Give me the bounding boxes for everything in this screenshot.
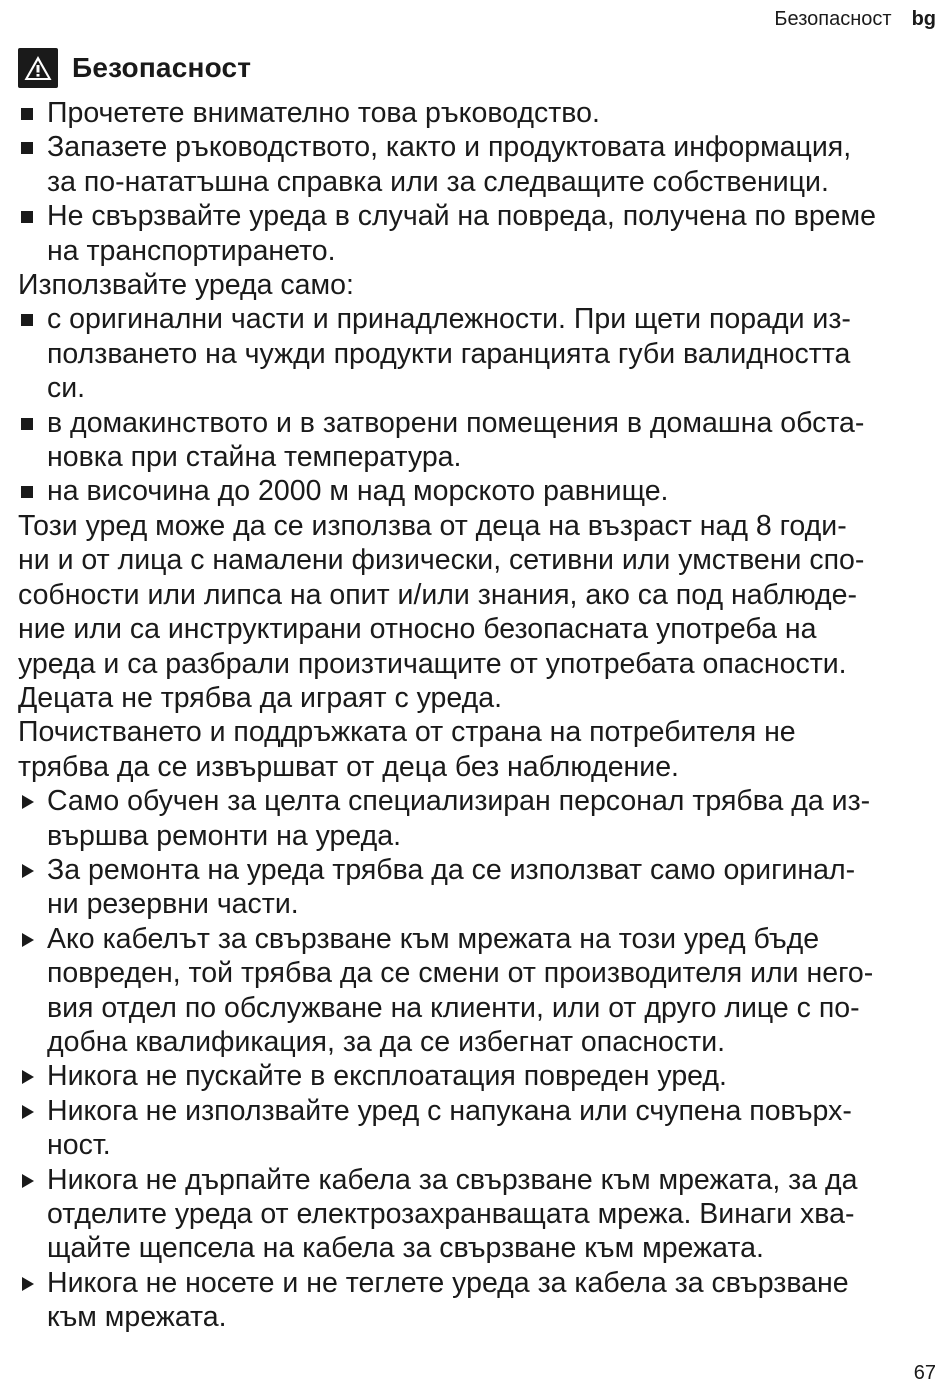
text-line: отделите уреда от електрозахранващата мрежа. Винаги хва- [47,1198,855,1230]
text-line: уреда и са разбрали произтичащите от употребата опасности. [18,647,847,680]
text-line: ни и от лица с намалени физически, сетивни или умствени спо- [18,544,865,577]
section-title [18,48,251,88]
arrow-bullet-icon [18,853,38,887]
text-line: ни резервни части. [47,888,299,921]
running-header-section: Безопасност [774,8,892,30]
running-header [774,6,936,32]
text-line: добна квалификация, за да се избегнат опасности. [47,1025,726,1058]
square-bullet-icon [18,406,38,440]
text-line: Запазете ръководството, както и продуктовата информация, [47,131,852,164]
item-text [47,1094,938,1163]
square-bullet-icon [18,199,38,233]
text-line: за по-нататъшна справка или за следващите собственици. [47,165,829,198]
item-text [47,1163,938,1266]
text-line: трябва да се извършват от деца без наблюдение. [18,750,679,783]
instruction-item [18,922,938,1060]
bullet-item [18,302,938,405]
text-line: новка при стайна температура. [47,441,462,474]
item-text [47,130,938,199]
safety-content [18,96,938,1335]
item-text [47,1059,938,1093]
text-line: на височина до 2000 м над морското равнище. [47,475,669,508]
arrow-bullet-icon [18,784,38,818]
arrow-bullet-icon [18,1163,38,1197]
item-text [47,302,938,405]
text-line: към мрежата. [47,1301,227,1334]
arrow-bullet-icon [18,1266,38,1300]
paragraph [18,268,938,302]
text-line: Използвайте уреда само: [18,269,354,302]
text-line: си. [47,372,86,405]
item-text [47,96,938,130]
text-line: вия отдел по обслужване на клиенти, или от друго лице с по- [47,991,860,1024]
arrow-bullet-icon [18,922,38,956]
item-text [47,1266,938,1335]
bullet-item [18,474,938,508]
instruction-item [18,784,938,853]
text-line: ност. [47,1129,111,1162]
text-line: Почистването и поддръжката от страна на потребителя не [18,716,796,749]
paragraph [18,509,938,715]
instruction-item [18,1266,938,1335]
warning-icon [18,48,58,88]
bullet-item [18,130,938,199]
text-line: вършва ремонти на уреда. [47,819,401,852]
text-line: с оригинални части и принадлежности. При щети поради из- [47,303,851,336]
item-text [47,474,938,508]
text-line: Никога не пускайте в експлоатация повреден уред. [47,1060,727,1093]
square-bullet-icon [18,130,38,164]
text-line: собности или липса на опит и/или знания, ако са под наблюде- [18,578,857,611]
instruction-item [18,1163,938,1266]
text-line: Само обучен за целта специализиран персонал трябва да из- [47,785,871,818]
text-line: ползването на чужди продукти гаранцията губи валидността [47,337,851,370]
instruction-item [18,1059,938,1093]
language-code: bg [911,8,936,30]
square-bullet-icon [18,96,38,130]
bullet-item [18,406,938,475]
text-line: на транспортирането. [47,234,336,267]
text-line: щайте щепсела на кабела за свързване към мрежата. [47,1232,764,1265]
text-line: Никога не използвайте уред с напукана или счупена повърх- [47,1094,852,1127]
text-line: Децата не трябва да играят с уреда. [18,681,503,714]
item-text [47,853,938,922]
item-text [47,922,938,1060]
instruction-item [18,1094,938,1163]
text-line: ние или са инструктирани относно безопасната употреба на [18,613,817,646]
text-line: Никога не дърпайте кабела за свързване към мрежата, за да [47,1163,858,1196]
arrow-bullet-icon [18,1094,38,1128]
item-text [47,784,938,853]
page-number: 67 [913,1362,936,1384]
text-line: в домакинството и в затворени помещения в домашна обста- [47,406,865,439]
bullet-item [18,199,938,268]
item-text [47,406,938,475]
text-line: За ремонта на уреда трябва да се използват само оригинал- [47,853,856,886]
item-text [47,199,938,268]
text-line: Ако кабелът за свързване към мрежата на този уред бъде [47,922,820,955]
text-line: Този уред може да се използва от деца на възраст над 8 годи- [18,509,847,542]
arrow-bullet-icon [18,1059,38,1093]
section-heading: Безопасност [72,52,252,83]
text-line: Никога не носете и не теглете уреда за кабела за свързване [47,1266,849,1299]
instruction-item [18,853,938,922]
text-line: Не свързвайте уреда в случай на повреда, получена по време [47,200,876,233]
square-bullet-icon [18,302,38,336]
text-line: Прочетете внимателно това ръководство. [47,97,600,129]
bullet-item [18,96,938,130]
text-line: повреден, той трябва да се смени от производителя или него- [47,957,874,990]
square-bullet-icon [18,474,38,508]
paragraph [18,715,938,784]
